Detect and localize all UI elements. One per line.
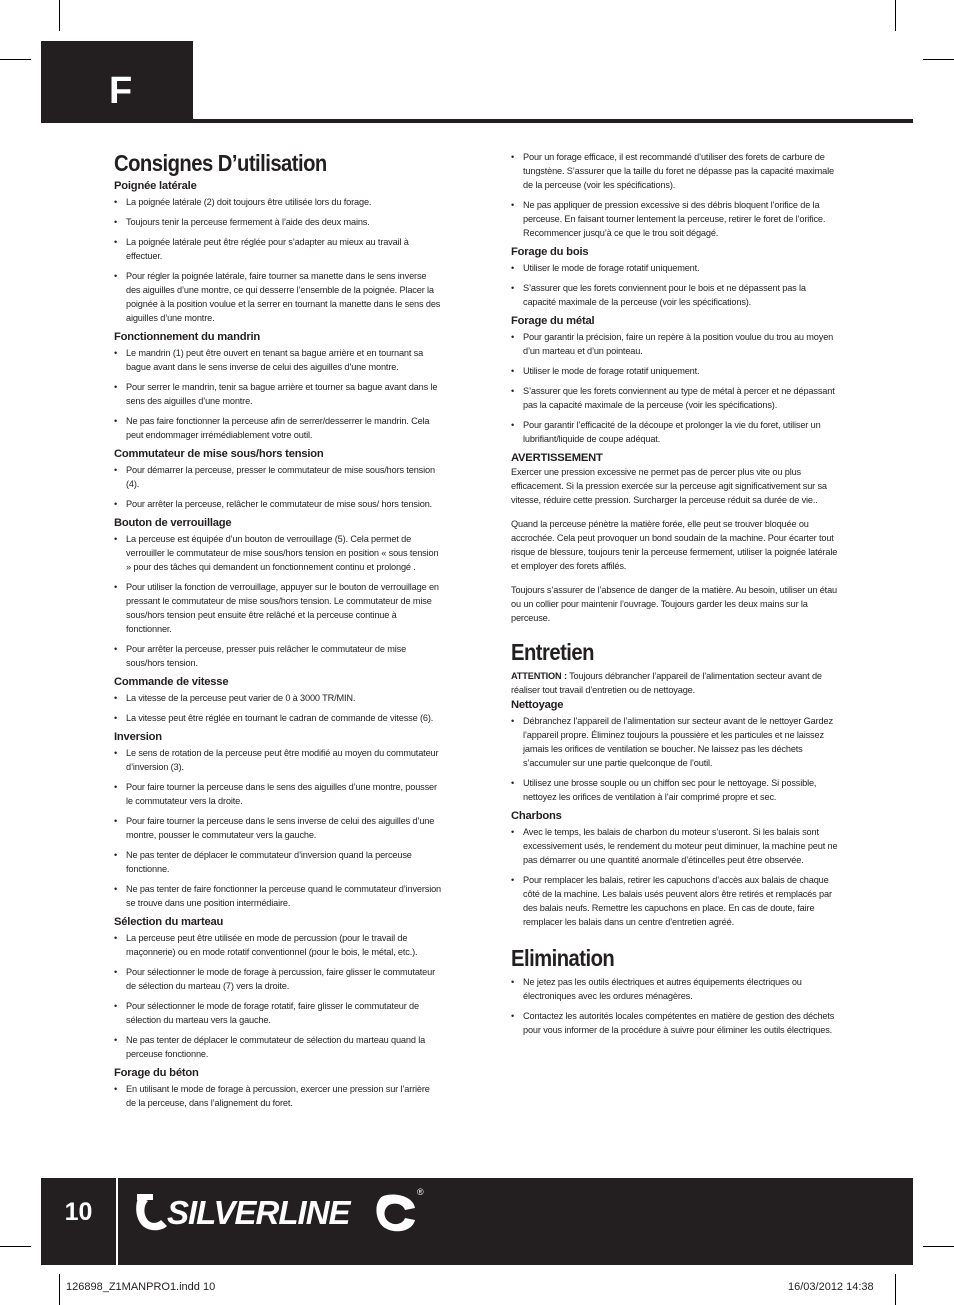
subheading: Sélection du marteau — [114, 916, 224, 928]
list-item: • Ne pas tenter de déplacer le commutateur de sélection du marteau quand la perceuse fonctionne. — [114, 1033, 442, 1061]
list-item: • Utiliser le mode de forage rotatif uniquement. — [511, 364, 841, 378]
subheading: Nettoyage — [511, 699, 564, 711]
crop-mark — [0, 1246, 31, 1247]
bullet-list — [511, 714, 841, 804]
list-item: • Pour arrêter la perceuse, relâcher le commutateur de mise sous/ hors tension. — [114, 497, 442, 511]
crop-mark — [923, 1246, 954, 1247]
bullet-list — [511, 330, 841, 446]
bullet-list — [114, 746, 442, 910]
bullet-list — [114, 931, 442, 1061]
crop-mark — [923, 59, 954, 60]
list-item: • En utilisant le mode de forage à percussion, exercer une pression sur l’arrière de la perceuse, dans l’alignement du foret. — [114, 1082, 442, 1110]
list-item: • La vitesse de la perceuse peut varier de 0 à 3000 TR/MIN. — [114, 691, 442, 705]
list-item: • Avec le temps, les balais de charbon du moteur s’useront. Si les balais sont excessivement usés, le rendement du moteur peut diminuer, la machine peut ne pas démarrer ou une quantité anormale d’étincelles peut être observée. — [511, 825, 841, 867]
list-item: • Débranchez l’appareil de l’alimentation sur secteur avant de le nettoyer Gardez l’appareil propre. Éliminez toujours la poussière et les particules et ne laissez jamais les orifices de ventilation se boucher. Ne laissez pas les déchets s’accumuler sur une partie quelconque de l’outil. — [511, 714, 841, 770]
list-item: • Pour utiliser la fonction de verrouillage, appuyer sur le bouton de verrouillage en pressant le commutateur de mise sous/hors tension. Le commutateur de mise sous/hors tension peut ensuite être relâché et la perceuse continue à fonctionner. — [114, 580, 442, 636]
bullet-list — [114, 532, 442, 670]
subheading: Inversion — [114, 731, 162, 743]
list-item: • Pour démarrer la perceuse, presser le commutateur de mise sous/hors tension (4). — [114, 463, 442, 491]
section-title: Consignes D’utilisation — [114, 150, 327, 176]
list-item: • Pour serrer le mandrin, tenir sa bague arrière et tourner sa bague avant dans le sens des aiguilles d’une montre. — [114, 380, 442, 408]
list-item: • Utiliser le mode de forage rotatif uniquement. — [511, 261, 841, 275]
list-item: • Pour arrêter la perceuse, presser puis relâcher le commutateur de mise sous/hors tension. — [114, 642, 442, 670]
paragraph: Toujours s’assurer de l’absence de danger de la matière. Au besoin, utiliser un étau ou un collier pour maintenir l’ouvrage. Toujours garder les deux mains sur la perceuse. — [511, 585, 838, 623]
crop-mark — [59, 1274, 60, 1305]
list-item: • La poignée latérale (2) doit toujours être utilisée lors du forage. — [114, 195, 442, 209]
paragraph: Quand la perceuse pénètre la matière forée, elle peut se trouver bloquée ou accrochée. Cela peut provoquer un bond soudain de la machine. Pour écarter tout risque de blessure, toujours tenir la perceuse fermement, utiliser la poignée latérale et employer des forets affilés. — [511, 519, 838, 571]
list-item: • Ne pas tenter de faire fonctionner la perceuse quand le commutateur d’inversion se trouve dans une position intermédiaire. — [114, 882, 442, 910]
list-item: • Pour remplacer les balais, retirer les capuchons d’accès aux balais de chaque côté de la machine. Les balais usés peuvent alors être retirés et remplacés par des balais neufs. Remettre les capuchons en place. En cas de doute, faire remplacer les balais dans un centre d’entretien agréé. — [511, 873, 841, 929]
silverline-logo — [133, 1186, 433, 1241]
crop-mark — [0, 59, 31, 60]
bullet-list — [114, 463, 442, 511]
list-item: • S’assurer que les forets conviennent au type de métal à percer et ne dépassant pas la capacité maximale de la perceuse (voir les spécifications). — [511, 384, 841, 412]
bullet-list — [114, 1082, 442, 1110]
language-tab — [41, 41, 193, 123]
attention-paragraph — [511, 669, 841, 697]
header-rule — [193, 119, 913, 123]
attention-label: ATTENTION : — [511, 671, 567, 681]
crop-mark — [895, 0, 896, 31]
subheading: Commutateur de mise sous/hors tension — [114, 448, 324, 460]
subheading: Commande de vitesse — [114, 676, 229, 688]
bullet-list — [114, 346, 442, 442]
list-item: • Ne pas tenter de déplacer le commutateur d’inversion quand la perceuse fonctionne. — [114, 848, 442, 876]
list-item: • Le sens de rotation de la perceuse peut être modifié au moyen du commutateur d’inversion (3). — [114, 746, 442, 774]
subheading: Fonctionnement du mandrin — [114, 331, 261, 343]
subheading: Charbons — [511, 810, 562, 822]
page-number: 10 — [64, 1198, 93, 1226]
list-item: • Pour un forage efficace, il est recommandé d’utiliser des forets de carbure de tungstène. S’assurer que la taille du foret ne dépasse pas la capacité maximale de la perceuse (voir les spécifications). — [511, 150, 841, 192]
attention-text: Toujours débrancher l’appareil de l’alimentation secteur avant de réaliser tout travail d’entretien ou de nettoyage. — [511, 671, 822, 695]
paragraph: Exercer une pression excessive ne permet pas de percer plus vite ou plus efficacement. Si la pression exercée sur la perceuse agit significativement sur sa vitesse, réduire cette pression. Surcharger la perceuse réduit sa durée de vie.. — [511, 467, 827, 505]
list-item: • Pour régler la poignée latérale, faire tourner sa manette dans le sens inverse des aiguilles d’une montre, ce qui desserre l’ensemble de la poignée. Placer la poignée à la position voulue et la serrer en tournant la manette dans le sens des aiguilles d’une montre. — [114, 269, 442, 325]
print-date: 16/03/2012 14:38 — [788, 1281, 874, 1293]
bullet-list — [511, 261, 841, 309]
section-title: Entretien — [511, 639, 594, 665]
right-column — [511, 150, 841, 1043]
list-item: • Toujours tenir la perceuse fermement à l’aide des deux mains. — [114, 215, 442, 229]
subheading: Forage du béton — [114, 1067, 199, 1079]
list-item: • Le mandrin (1) peut être ouvert en tenant sa bague arrière et en tournant sa bague avant dans le sens inverse de celui des aiguilles d’une montre. — [114, 346, 442, 374]
warning-heading: AVERTISSEMENT — [511, 452, 603, 464]
bullet-list — [114, 691, 442, 725]
section-title: Elimination — [511, 945, 615, 971]
list-item: • Pour sélectionner le mode de forage rotatif, faire glisser le commutateur de sélection du marteau vers la gauche. — [114, 999, 442, 1027]
subheading: Forage du bois — [511, 246, 589, 258]
intro-list — [511, 150, 841, 240]
crop-mark — [59, 0, 60, 31]
bullet-list — [511, 825, 841, 929]
list-item: • Pour garantir l’efficacité de la découpe et prolonger la vie du foret, utiliser un lubrifiant/liquide de coupe adéquat. — [511, 418, 841, 446]
brand-text: SILVERLINE — [167, 1194, 350, 1231]
list-item: • Utilisez une brosse souple ou un chiffon sec pour le nettoyage. Si possible, nettoyez les orifices de ventilation à l’air comprimé propre et sec. — [511, 776, 841, 804]
bullet-list — [114, 195, 442, 325]
list-item: • Pour faire tourner la perceuse dans le sens des aiguilles d’une montre, pousser le commutateur vers la droite. — [114, 780, 442, 808]
subheading: Bouton de verrouillage — [114, 517, 232, 529]
crop-mark — [895, 1274, 896, 1305]
list-item: • La perceuse peut être utilisée en mode de percussion (pour le travail de maçonnerie) ou en mode rotatif conventionnel (pour le bois, le métal, etc.). — [114, 931, 442, 959]
list-item: • Ne pas appliquer de pression excessive si des débris bloquent l’orifice de la perceuse. En faisant tourner lentement la perceuse, retirer le foret de l’orifice. Recommencer jusqu’à ce que le trou soit dégagé. — [511, 198, 841, 240]
subheading: Forage du métal — [511, 315, 595, 327]
list-item: • Pour garantir la précision, faire un repère à la position voulue du trou au moyen d’un marteau et d’un pointeau. — [511, 330, 841, 358]
bullet-list — [511, 975, 841, 1037]
list-item: • Pour sélectionner le mode de forage à percussion, faire glisser le commutateur de sélection du marteau (7) vers la droite. — [114, 965, 442, 993]
list-item: • La vitesse peut être réglée en tournant le cadran de commande de vitesse (6). — [114, 711, 442, 725]
subheading: Poignée latérale — [114, 180, 197, 192]
language-letter: F — [109, 70, 133, 112]
list-item: • Contactez les autorités locales compétentes en matière de gestion des déchets pour vous informer de la procédure à suivre pour éliminer les outils électriques. — [511, 1009, 841, 1037]
list-item: • Ne jetez pas les outils électriques et autres équipements électriques ou électroniques avec les ordures ménagères. — [511, 975, 841, 1003]
print-file: 126898_Z1MANPRO1.indd 10 — [66, 1281, 216, 1293]
left-column — [114, 150, 442, 1116]
list-item: • Pour faire tourner la perceuse dans le sens inverse de celui des aiguilles d’une montre, pousser le commutateur vers la gauche. — [114, 814, 442, 842]
list-item: • S’assurer que les forets conviennent pour le bois et ne dépassent pas la capacité maximale de la perceuse (voir les spécifications). — [511, 281, 841, 309]
list-item: • Ne pas faire fonctionner la perceuse afin de serrer/desserrer le mandrin. Cela peut endommager irrémédiablement votre outil. — [114, 414, 442, 442]
registered-mark: ® — [417, 1187, 424, 1197]
list-item: • La perceuse est équipée d’un bouton de verrouillage (5). Cela permet de verrouiller le commutateur de mise sous/hors tension en position « sous tension » pour des tâches qui demandent un fonctionnement continu et prolongé . — [114, 532, 442, 574]
footer-divider — [116, 1178, 118, 1265]
list-item: • La poignée latérale peut être réglée pour s’adapter au mieux au travail à effectuer. — [114, 235, 442, 263]
